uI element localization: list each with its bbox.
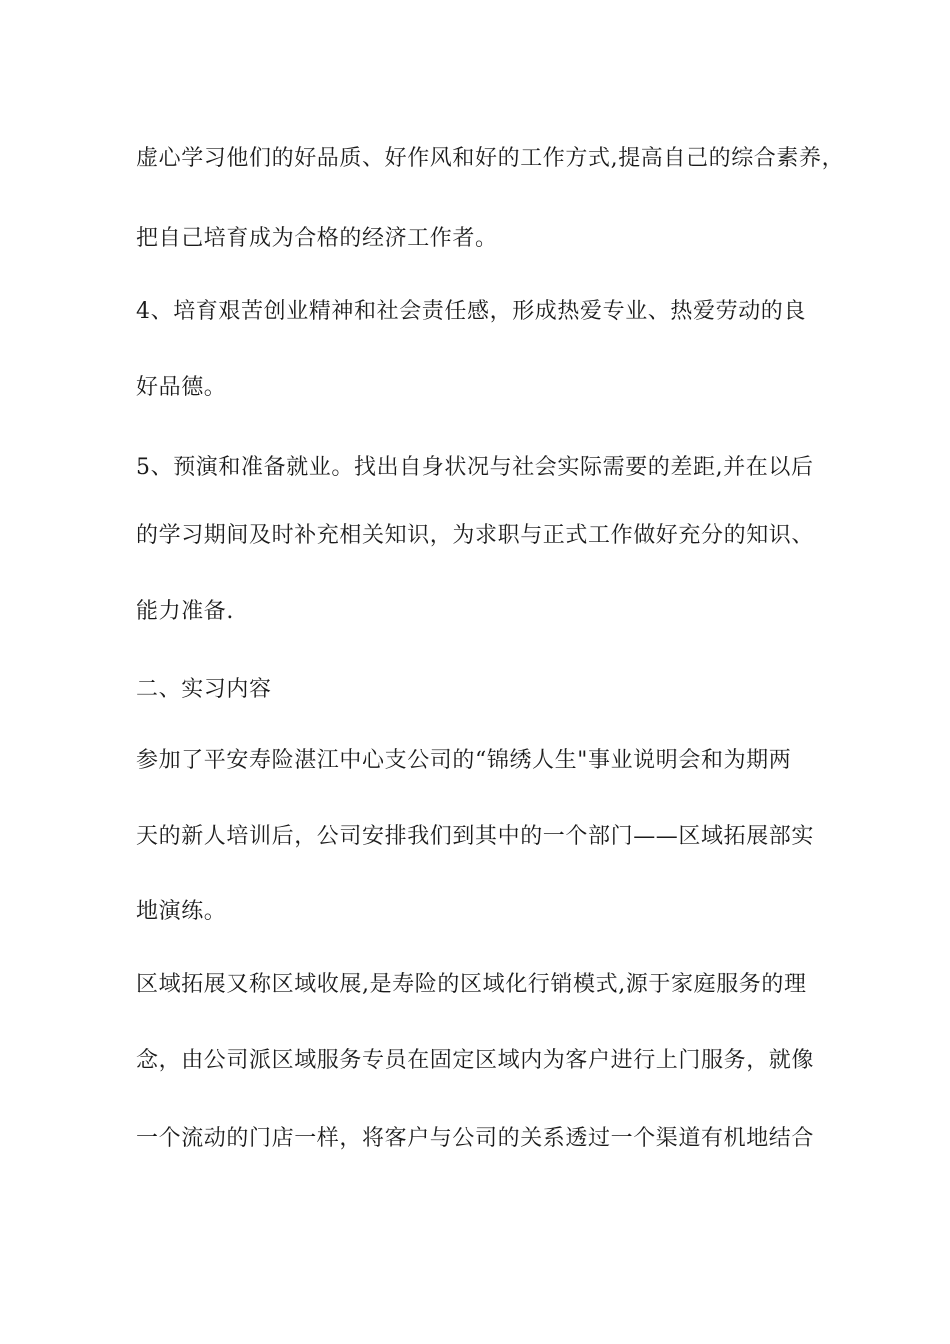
text-line-6: 的学习期间及时补充相关知识，为求职与正式工作做好充分的知识、 bbox=[136, 523, 815, 548]
section-heading: 二、实习内容 bbox=[136, 677, 272, 702]
text-line-7: 能力准备. bbox=[136, 599, 234, 624]
text-line-1: 虚心学习他们的好品质、好作风和好的工作方式,提高自己的综合素养， bbox=[136, 146, 845, 171]
text-line-12: 区域拓展又称区域收展,是寿险的区域化行销模式,源于家庭服务的理 bbox=[136, 972, 807, 997]
list-item-4: 4、培育艰苦创业精神和社会责任感，形成热爱专业、热爱劳动的良 bbox=[136, 299, 806, 324]
text-line-13: 念，由公司派区域服务专员在固定区域内为客户进行上门服务，就像 bbox=[136, 1048, 815, 1073]
text-line-10: 天的新人培训后，公司安排我们到其中的一个部门——区域拓展部实 bbox=[136, 824, 815, 849]
text-line-11: 地演练。 bbox=[136, 899, 227, 924]
text-line-14: 一个流动的门店一样，将客户与公司的关系透过一个渠道有机地结合 bbox=[136, 1126, 815, 1151]
list-item-5: 5、预演和准备就业。找出自身状况与社会实际需要的差距,并在以后 bbox=[136, 455, 814, 480]
text-line-4: 好品德。 bbox=[136, 375, 227, 400]
text-line-2: 把自己培育成为合格的经济工作者。 bbox=[136, 226, 498, 251]
text-line-9: 参加了平安寿险湛江中心支公司的“锦绣人生"事业说明会和为期两 bbox=[136, 748, 792, 773]
